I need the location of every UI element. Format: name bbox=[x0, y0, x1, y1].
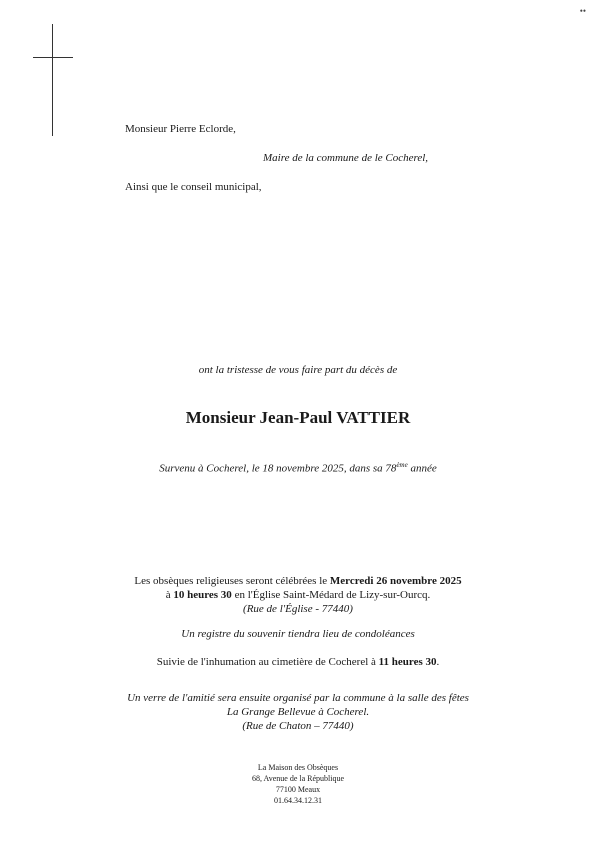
burial-end: . bbox=[436, 656, 440, 668]
burial-time: 11 heures 30 bbox=[378, 656, 437, 668]
death-details-main: Survenu à Cocherel, le 18 novembre 2025, dans sa 78 bbox=[159, 462, 397, 475]
reception-address: (Rue de Chaton – 77440) bbox=[242, 720, 354, 732]
burial-line bbox=[0, 656, 596, 668]
registry-note: Un registre du souvenir tiendra lieu de condoléances bbox=[181, 628, 415, 640]
burial-text: Suivie de l'inhumation au cimetière de Cocherel à bbox=[156, 656, 379, 668]
corner-mark: •• bbox=[579, 6, 586, 16]
death-details-end: année bbox=[407, 462, 437, 475]
funeral-home-phone: 01.64.34.12.31 bbox=[274, 796, 322, 805]
funeral-location-line bbox=[0, 589, 596, 601]
funeral-time: 10 heures 30 bbox=[173, 589, 232, 601]
cross-icon bbox=[33, 24, 73, 136]
recipient-name: Monsieur Pierre Eclorde, bbox=[125, 123, 236, 135]
funeral-home-street: 68, Avenue de la République bbox=[251, 774, 345, 783]
funeral-intro: Les obsèques religieuses seront célébrées le bbox=[134, 575, 330, 587]
funeral-home-city: 77100 Meaux bbox=[275, 785, 321, 794]
funeral-date: Mercredi 26 novembre 2025 bbox=[329, 575, 462, 587]
reception-line: Un verre de l'amitié sera ensuite organisé par la commune à la salle des fêtes bbox=[127, 692, 469, 704]
reception-venue: La Grange Bellevue à Cocherel. bbox=[226, 706, 370, 718]
recipient-title: Maire de la commune de le Cocherel, bbox=[263, 152, 429, 164]
church-address: (Rue de l'Église - 77440) bbox=[243, 603, 353, 615]
cross-vertical-bar bbox=[52, 24, 53, 136]
death-details bbox=[0, 461, 596, 475]
cross-horizontal-bar bbox=[33, 57, 73, 58]
funeral-church: en l'Église Saint-Médard de Lizy-sur-Ourcq. bbox=[231, 589, 431, 601]
funeral-home-name: La Maison des Obsèques bbox=[257, 763, 339, 772]
funeral-time-prefix: à bbox=[165, 589, 174, 601]
funeral-home-block bbox=[0, 762, 596, 806]
announcement-intro: ont la tristesse de vous faire part du décès de bbox=[198, 364, 398, 376]
deceased-name: Monsieur Jean-Paul VATTIER bbox=[185, 408, 411, 427]
council-line: Ainsi que le conseil municipal, bbox=[125, 181, 262, 193]
death-details-ordinal: ème bbox=[396, 461, 408, 469]
funeral-date-line bbox=[0, 575, 596, 587]
